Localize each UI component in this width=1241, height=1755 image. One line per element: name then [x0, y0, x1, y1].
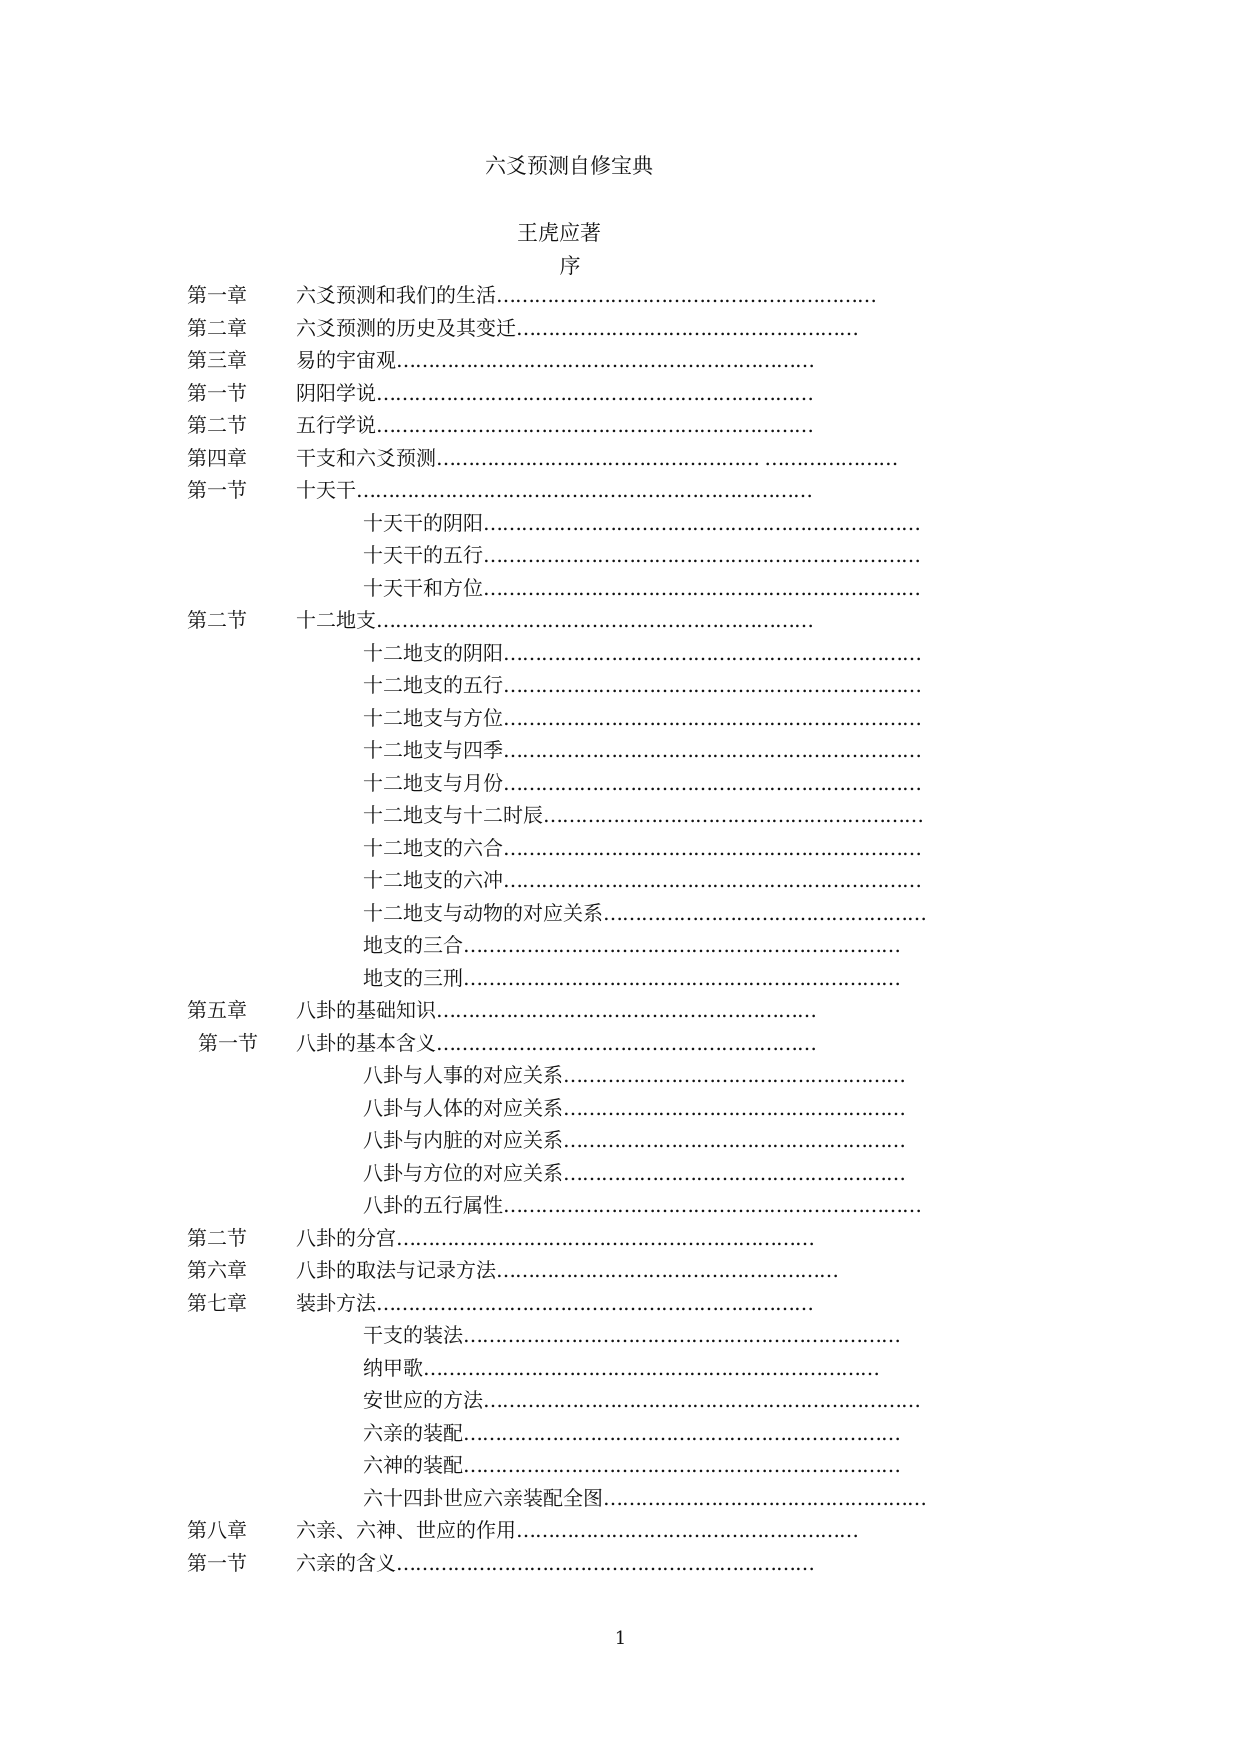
toc-entry-label: 第五章: [187, 998, 247, 1022]
toc-entry: [0, 1288, 1241, 1318]
toc-entry: [0, 995, 1241, 1025]
toc-entry-title: [296, 1255, 838, 1285]
toc-entry-title: [363, 670, 921, 700]
toc-leader-dots: ……………………………………………………………: [376, 380, 813, 405]
toc-entry-title: [363, 1483, 926, 1513]
toc-entry-label: 第八章: [187, 1518, 247, 1542]
toc-leader-dots: ……………………………………………………: [436, 998, 816, 1022]
toc-entry: [0, 865, 1241, 895]
toc-entry-text: 六十四卦世应六亲装配全图: [363, 1485, 603, 1510]
toc-entry-text: 八卦的分宫: [296, 1225, 396, 1250]
toc-entry: [0, 573, 1241, 603]
toc-entry-title: [296, 995, 816, 1025]
toc-entry-text: 十二地支与十二时辰: [363, 803, 543, 827]
toc-entry-text: 地支的三合: [363, 933, 463, 957]
toc-entry-text: 五行学说: [296, 413, 376, 437]
toc-entry: [0, 443, 1241, 473]
preface-heading: 序: [559, 254, 581, 278]
toc-entry-text: 八卦与方位的对应关系: [363, 1160, 563, 1185]
toc-leader-dots: ……………………………………………………………: [483, 575, 920, 600]
toc-entry: [0, 280, 1241, 310]
toc-leader-dots: …………………………………………………………: [396, 1225, 814, 1250]
toc-entry-label: 第七章: [187, 1290, 247, 1315]
toc-leader-dots: ……………………………………………………………: [463, 933, 900, 957]
toc-entry-title: [363, 540, 920, 570]
toc-entry-text: 干支的装法: [363, 1323, 463, 1347]
toc-entry: [0, 1320, 1241, 1350]
toc-entry: [0, 1548, 1241, 1578]
toc-leader-dots: ……………………………………………: [603, 1485, 926, 1510]
toc-leader-dots: …………………………………………………………: [396, 348, 814, 372]
toc-entry-text: 纳甲歌: [363, 1355, 423, 1380]
toc-entry: [0, 1418, 1241, 1448]
toc-entry: [0, 378, 1241, 408]
toc-entry: [0, 508, 1241, 538]
toc-entry-text: 八卦与人事的对应关系: [363, 1063, 563, 1087]
toc-entry-text: 八卦与内脏的对应关系: [363, 1128, 563, 1152]
toc-entry-title: [363, 1125, 905, 1155]
toc-entry-title: [363, 1093, 905, 1123]
toc-leader-dots: ……………………………………………………………: [376, 413, 813, 437]
toc-entry-text: 十天干的五行: [363, 543, 483, 567]
toc-entry: [0, 930, 1241, 960]
toc-leader-dots: ………………………………………………: [563, 1063, 905, 1087]
toc-entry-label: 第三章: [187, 348, 247, 372]
toc-entry: [0, 768, 1241, 798]
toc-entry-text: 十天干: [296, 478, 356, 502]
toc-entry: [0, 963, 1241, 993]
toc-entry-title: [363, 833, 921, 863]
toc-entry: [0, 410, 1241, 440]
toc-entry-text: 十二地支的六合: [363, 835, 503, 860]
toc-leader-dots: …………………………………………………………: [503, 770, 921, 795]
document-title: 六爻预测自修宝典: [485, 154, 653, 178]
toc-leader-dots: ………………………………………………………………: [356, 478, 812, 502]
toc-entry-label: 第一节: [198, 1030, 258, 1055]
toc-entry: [0, 1515, 1241, 1545]
toc-entry-text: 八卦与人体的对应关系: [363, 1095, 563, 1120]
toc-leader-dots: ………………………………………………: [516, 315, 858, 340]
toc-entry-label: 第二节: [187, 413, 247, 437]
toc-entry-text: 八卦的取法与记录方法: [296, 1258, 496, 1282]
toc-leader-dots: ………………………………………………: [563, 1160, 905, 1185]
toc-entry: [0, 735, 1241, 765]
toc-entry-text: 十二地支与方位: [363, 705, 503, 730]
toc-entry-title: [296, 1515, 858, 1545]
toc-entry-title: [296, 1223, 814, 1253]
toc-entry: [0, 1353, 1241, 1383]
toc-leader-dots: ……………………………………………………………: [463, 1323, 900, 1347]
toc-leader-dots: …………………………………………………………: [503, 640, 921, 665]
toc-leader-dots: ……………………………………………………: [543, 803, 923, 827]
toc-leader-dots: …………………………………………………………: [503, 1193, 921, 1217]
toc-entry: [0, 1223, 1241, 1253]
toc-leader-dots: ……………………………………………………………: [483, 1388, 920, 1412]
toc-entry-title: [363, 930, 900, 960]
toc-leader-dots: ……………………………………………………………: [463, 965, 900, 990]
toc-leader-dots: ……………………………………………………………: [483, 543, 920, 567]
toc-entry-text: 安世应的方法: [363, 1388, 483, 1412]
toc-entry: [0, 800, 1241, 830]
toc-entry-text: 十天干和方位: [363, 575, 483, 600]
toc-entry-text: 十二地支与动物的对应关系: [363, 900, 603, 925]
toc-entry: [0, 475, 1241, 505]
toc-entry-label: 第四章: [187, 445, 247, 470]
toc-entry-text: 八卦的基本含义: [296, 1030, 436, 1055]
toc-entry-title: [363, 898, 926, 928]
toc-entry-text: 十二地支的阴阳: [363, 640, 503, 665]
toc-entry-label: 第一节: [187, 1550, 247, 1575]
toc-entry: [0, 1255, 1241, 1285]
page-number: 1: [614, 1628, 627, 1649]
toc-entry-title: [296, 1028, 816, 1058]
toc-entry: [0, 345, 1241, 375]
toc-entry: [0, 1190, 1241, 1220]
toc-entry: [0, 898, 1241, 928]
toc-leader-dots: …………………………………………………………: [503, 673, 921, 697]
toc-entry-title: [296, 475, 812, 505]
toc-entry-title: [363, 1450, 900, 1480]
toc-entry-title: [363, 865, 921, 895]
toc-entry-title: [296, 345, 814, 375]
toc-leader-dots: ……………………………………………………………: [463, 1453, 900, 1477]
toc-leader-dots: ……………………………………………………………: [376, 1290, 813, 1315]
toc-entry-title: [363, 1385, 920, 1415]
toc-entry-text: 十二地支与月份: [363, 770, 503, 795]
toc-leader-dots: ……………………………………………………………: [376, 608, 813, 632]
toc-entry: [0, 605, 1241, 635]
toc-entry-text: 装卦方法: [296, 1290, 376, 1315]
toc-entry-text: 六亲的装配: [363, 1420, 463, 1445]
toc-entry: [0, 638, 1241, 668]
toc-entry: [0, 1125, 1241, 1155]
toc-entry: [0, 1450, 1241, 1480]
toc-leader-dots: ……………………………………………………………: [463, 1420, 900, 1445]
toc-entry-text: 六爻预测的历史及其变迁: [296, 315, 516, 340]
toc-entry-title: [296, 410, 813, 440]
toc-entry-text: 八卦的五行属性: [363, 1193, 503, 1217]
toc-leader-dots: ………………………………………………: [516, 1518, 858, 1542]
toc-entry-title: [363, 508, 920, 538]
toc-entry-text: 六爻预测和我们的生活: [296, 283, 496, 307]
toc-entry-title: [363, 768, 921, 798]
toc-entry-text: 易的宇宙观: [296, 348, 396, 372]
toc-leader-dots: …………………………………………………………: [503, 868, 921, 892]
toc-entry-label: 第一节: [187, 380, 247, 405]
toc-entry-title: [363, 1418, 900, 1448]
toc-entry-title: [296, 443, 897, 473]
toc-entry-title: [296, 1288, 813, 1318]
toc-entry: [0, 1093, 1241, 1123]
toc-leader-dots: ……………………………………………………: [436, 1030, 816, 1055]
toc-entry-title: [363, 703, 921, 733]
toc-entry-text: 十二地支的六冲: [363, 868, 503, 892]
toc-entry-title: [363, 800, 923, 830]
toc-entry-text: 干支和六爻预测: [296, 445, 436, 470]
toc-leader-dots: …………………………………………………………: [503, 705, 921, 730]
toc-entry-title: [363, 1158, 905, 1188]
toc-entry: [0, 313, 1241, 343]
toc-leader-dots: ………………………………………………: [563, 1128, 905, 1152]
toc-entry-text: 六亲、六神、世应的作用: [296, 1518, 516, 1542]
toc-entry: [0, 670, 1241, 700]
toc-entry: [0, 1483, 1241, 1513]
toc-leader-dots: …………………………………………………………: [396, 1550, 814, 1575]
toc-entry-title: [296, 1548, 814, 1578]
toc-entry: [0, 1028, 1241, 1058]
toc-leader-dots: …………………………………………………………: [503, 835, 921, 860]
toc-entry-title: [363, 1190, 921, 1220]
toc-leader-dots: …………………………………………… …………………: [436, 445, 898, 470]
toc-entry-text: 十二地支与四季: [363, 738, 503, 762]
toc-entry: [0, 540, 1241, 570]
toc-entry-title: [296, 378, 813, 408]
author-line: 王虎应著: [517, 221, 601, 245]
toc-entry-label: 第二节: [187, 608, 247, 632]
toc-leader-dots: ………………………………………………: [563, 1095, 905, 1120]
toc-leader-dots: ………………………………………………: [496, 1258, 838, 1282]
toc-entry: [0, 1385, 1241, 1415]
toc-entry: [0, 1060, 1241, 1090]
toc-entry-title: [363, 638, 921, 668]
toc-leader-dots: …………………………………………………………: [503, 738, 921, 762]
toc-entry-title: [296, 280, 876, 310]
toc-entry-title: [363, 1320, 900, 1350]
toc-entry-title: [296, 313, 858, 343]
toc-entry: [0, 1158, 1241, 1188]
toc-entry-label: 第一节: [187, 478, 247, 502]
toc-leader-dots: ……………………………………………: [603, 900, 926, 925]
toc-entry-title: [296, 605, 813, 635]
toc-leader-dots: ……………………………………………………………: [483, 510, 920, 535]
toc-leader-dots: ……………………………………………………: [496, 283, 876, 307]
toc-entry-label: 第一章: [187, 283, 247, 307]
toc-entry-label: 第二章: [187, 315, 247, 340]
toc-entry-title: [363, 735, 921, 765]
toc-entry-label: 第六章: [187, 1258, 247, 1282]
toc-entry-text: 十二地支的五行: [363, 673, 503, 697]
toc-entry-text: 六神的装配: [363, 1453, 463, 1477]
toc-entry-label: 第二节: [187, 1225, 247, 1250]
toc-entry-text: 十二地支: [296, 608, 376, 632]
toc-leader-dots: ………………………………………………………………: [423, 1355, 879, 1380]
toc-entry-title: [363, 963, 900, 993]
toc-entry: [0, 833, 1241, 863]
toc-entry-title: [363, 573, 920, 603]
toc-entry-text: 地支的三刑: [363, 965, 463, 990]
toc-entry-text: 八卦的基础知识: [296, 998, 436, 1022]
toc-entry-text: 六亲的含义: [296, 1550, 396, 1575]
toc-entry: [0, 703, 1241, 733]
toc-entry-title: [363, 1060, 905, 1090]
toc-entry-text: 阴阳学说: [296, 380, 376, 405]
toc-entry-title: [363, 1353, 879, 1383]
toc-entry-text: 十天干的阴阳: [363, 510, 483, 535]
